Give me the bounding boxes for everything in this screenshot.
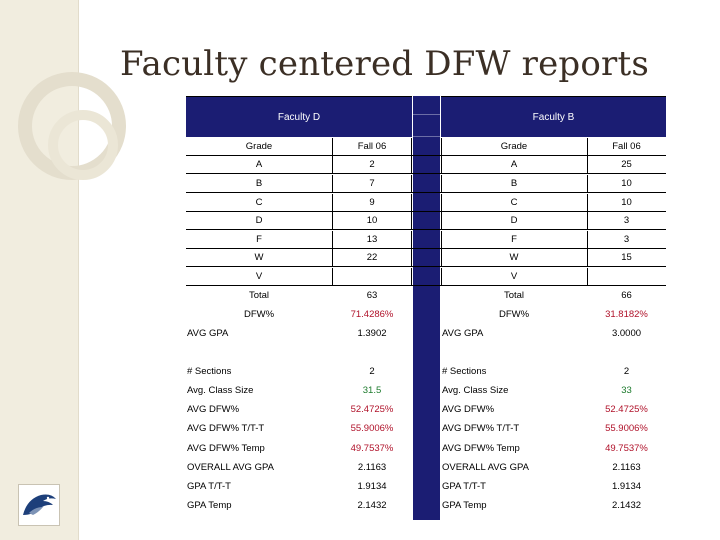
- middle-separator-tick: [413, 136, 440, 137]
- right-value-cell: 10: [621, 178, 632, 189]
- right-label-cell: V: [510, 271, 518, 282]
- table-row: [186, 138, 666, 156]
- cell-border: [332, 212, 333, 230]
- faculty-b-header-label: Faculty B: [532, 112, 575, 123]
- cell-border: [411, 138, 412, 156]
- right-label-cell: AVG DFW%: [442, 404, 495, 415]
- cell-border: [441, 249, 442, 267]
- cell-border: [332, 268, 333, 286]
- right-label-cell: Grade: [500, 141, 528, 152]
- slide-title: Faculty centered DFW reports: [120, 44, 650, 84]
- cell-border: [332, 249, 333, 267]
- right-value-cell: 10: [621, 197, 632, 208]
- right-value-cell: [587, 268, 666, 286]
- left-value-cell: 1.3902: [357, 328, 387, 339]
- left-label-cell: D: [255, 215, 263, 226]
- table-row: [186, 194, 666, 212]
- cell-border: [411, 268, 412, 286]
- right-value-cell: 3: [623, 234, 630, 245]
- left-label-cell: AVG DFW% T/T-T: [187, 423, 265, 434]
- table-row: [186, 268, 666, 286]
- left-label-cell: F: [256, 234, 262, 245]
- left-value-cell: 2.1163: [357, 462, 387, 473]
- left-value-cell: 7: [369, 178, 375, 189]
- right-value-cell: 33: [621, 385, 632, 396]
- cell-border: [441, 138, 442, 156]
- right-value-cell: 15: [621, 252, 632, 263]
- right-label-cell: AVG DFW% Temp: [442, 443, 520, 454]
- left-value-cell: 10: [366, 215, 378, 226]
- left-label-cell: Grade: [245, 141, 273, 152]
- table-row: [186, 287, 666, 305]
- right-label-cell: OVERALL AVG GPA: [442, 462, 529, 473]
- left-label-cell: AVG DFW% Temp: [187, 443, 265, 454]
- cell-border: [332, 175, 333, 193]
- table-row: [186, 306, 666, 324]
- table-row: [186, 382, 666, 400]
- cell-border: [441, 156, 442, 174]
- cell-border: [587, 194, 588, 212]
- faculty-b-header: [441, 96, 666, 137]
- left-label-cell: AVG DFW%: [187, 404, 240, 415]
- right-value-cell: 66: [621, 290, 632, 301]
- left-value-cell: 22: [366, 252, 378, 263]
- cell-border: [587, 175, 588, 193]
- right-value-cell: 25: [621, 159, 632, 170]
- right-label-cell: AVG GPA: [442, 328, 484, 339]
- right-label-cell: DFW%: [498, 309, 530, 320]
- left-label-cell: GPA T/T-T: [187, 481, 231, 492]
- left-value-cell: 31.5: [362, 385, 382, 396]
- table-row: [186, 440, 666, 458]
- left-value-cell: 49.7537%: [350, 443, 394, 454]
- right-label-cell: # Sections: [442, 366, 487, 377]
- right-value-cell: 55.9006%: [605, 423, 648, 434]
- cell-border: [332, 156, 333, 174]
- left-label-cell: V: [255, 271, 263, 282]
- right-label-cell: A: [510, 159, 518, 170]
- table-row: [186, 175, 666, 193]
- right-label-cell: [441, 344, 587, 362]
- cell-border: [587, 138, 588, 156]
- right-value-cell: 52.4725%: [605, 404, 648, 415]
- cell-border: [441, 194, 442, 212]
- cell-border: [587, 249, 588, 267]
- middle-separator-tick: [413, 114, 440, 115]
- right-label-cell: AVG DFW% T/T-T: [442, 423, 520, 434]
- cell-border: [587, 231, 588, 249]
- cell-border: [587, 156, 588, 174]
- cell-border: [441, 212, 442, 230]
- table-row: [186, 459, 666, 477]
- table-row: [186, 156, 666, 174]
- right-value-cell: 2: [623, 366, 630, 377]
- cell-border: [587, 268, 588, 286]
- right-value-cell: 2.1163: [612, 462, 641, 473]
- table-row: [186, 497, 666, 515]
- left-label-cell: [186, 344, 332, 362]
- left-label-cell: AVG GPA: [187, 328, 229, 339]
- faculty-d-header-label: Faculty D: [277, 112, 321, 123]
- table-row: [186, 478, 666, 496]
- right-label-cell: B: [510, 178, 518, 189]
- left-value-cell: [332, 268, 412, 286]
- left-label-cell: A: [255, 159, 263, 170]
- right-label-cell: W: [509, 252, 519, 263]
- left-value-cell: 2: [369, 159, 375, 170]
- left-value-cell: 1.9134: [357, 481, 387, 492]
- left-value-cell: 13: [366, 234, 378, 245]
- cell-border: [411, 175, 412, 193]
- cell-border: [441, 231, 442, 249]
- cell-border: [441, 175, 442, 193]
- table-row: [186, 231, 666, 249]
- cell-border: [411, 231, 412, 249]
- cell-border: [441, 268, 442, 286]
- left-value-cell: 2: [369, 366, 375, 377]
- right-label-cell: D: [510, 215, 518, 226]
- left-value-cell: 2.1432: [357, 500, 387, 511]
- left-value-cell: 71.4286%: [350, 309, 394, 320]
- cell-border: [332, 138, 333, 156]
- right-value-cell: [587, 344, 666, 362]
- faculty-d-header: [186, 96, 412, 137]
- cell-border: [411, 194, 412, 212]
- cell-border: [411, 156, 412, 174]
- left-value-cell: 55.9006%: [350, 423, 394, 434]
- table-row: [186, 325, 666, 343]
- cell-border: [587, 212, 588, 230]
- table-row: [186, 249, 666, 267]
- left-label-cell: C: [255, 197, 263, 208]
- table-row: [186, 401, 666, 419]
- right-value-cell: 1.9134: [611, 481, 642, 492]
- table-row: [186, 212, 666, 230]
- cell-border: [332, 231, 333, 249]
- right-label-cell: GPA Temp: [442, 500, 487, 511]
- right-value-cell: 2.1432: [611, 500, 642, 511]
- table-row: [186, 363, 666, 381]
- right-label-cell: C: [510, 197, 518, 208]
- right-value-cell: 3: [623, 215, 630, 226]
- left-value-cell: 9: [369, 197, 375, 208]
- left-label-cell: Avg. Class Size: [187, 385, 254, 396]
- cell-border: [411, 212, 412, 230]
- left-value-cell: Fall 06: [357, 141, 387, 152]
- left-label-cell: GPA Temp: [187, 500, 232, 511]
- left-label-cell: Total: [248, 290, 270, 301]
- right-value-cell: 3.0000: [611, 328, 642, 339]
- table-row: [186, 344, 666, 362]
- right-label-cell: Total: [503, 290, 525, 301]
- left-label-cell: B: [255, 178, 263, 189]
- right-label-cell: Avg. Class Size: [442, 385, 509, 396]
- left-label-cell: # Sections: [187, 366, 232, 377]
- left-label-cell: OVERALL AVG GPA: [187, 462, 274, 473]
- right-value-cell: Fall 06: [612, 141, 641, 152]
- left-value-cell: 63: [366, 290, 378, 301]
- cell-border: [332, 194, 333, 212]
- left-label-cell: W: [254, 252, 264, 263]
- right-value-cell: 31.8182%: [605, 309, 648, 320]
- right-value-cell: 49.7537%: [605, 443, 648, 454]
- left-label-cell: DFW%: [243, 309, 275, 320]
- right-label-cell: GPA T/T-T: [442, 481, 486, 492]
- right-label-cell: F: [511, 234, 517, 245]
- table-row: [186, 420, 666, 438]
- left-value-cell: 52.4725%: [350, 404, 394, 415]
- left-value-cell: [332, 344, 412, 362]
- cell-border: [411, 249, 412, 267]
